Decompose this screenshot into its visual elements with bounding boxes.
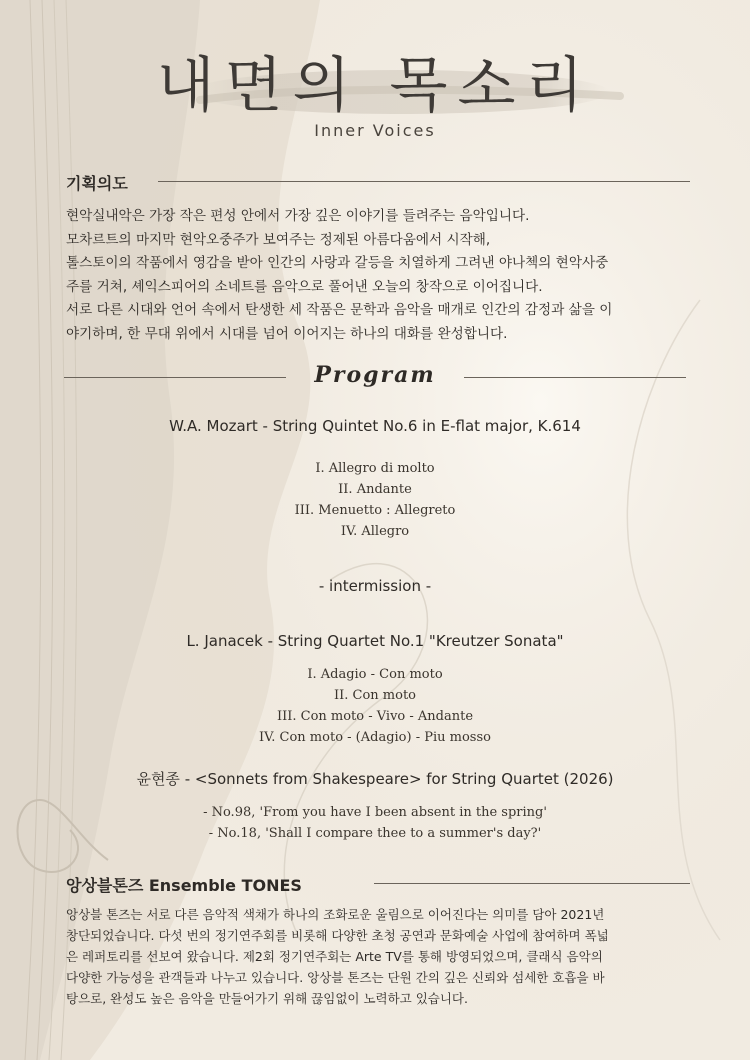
movement-item: II. Andante (338, 482, 412, 497)
piece-yoon-title: 윤현종 - <Sonnets from Shakespeare> for String Quartet (2026) (136, 770, 614, 788)
piece-mozart-title: W.A. Mozart - String Quintet No.6 in E-flat major, K.614 (169, 417, 581, 435)
piece-janacek-movements (0, 664, 750, 748)
movement-item: - No.18, 'Shall I compare thee to a summer's day?' (208, 826, 542, 841)
ensemble-line: 은 레퍼토리를 선보여 왔습니다. 제2회 정기연주회는 Arte TV를 통해 방영되었으며, 클래식 음악의 (66, 949, 603, 964)
intent-paragraph (66, 205, 696, 346)
ensemble-line: 창단되었습니다. 다섯 번의 정기연주회를 비롯해 다양한 초청 공연과 문화예술 사업에 참여하며 폭넓 (66, 928, 609, 943)
ensemble-paragraph (66, 904, 700, 1009)
movement-item: - No.98, 'From you have I been absent in the spring' (203, 805, 547, 820)
piece-mozart-movements (0, 458, 750, 542)
ensemble-heading: 앙상블톤즈 Ensemble TONES (66, 876, 302, 895)
intent-line: 주를 거쳐, 셰익스피어의 소네트를 음악으로 풀어낸 오늘의 창작으로 이어집니다. (66, 278, 543, 295)
movement-item: IV. Allegro (340, 524, 410, 539)
ensemble-line: 탕으로, 완성도 높은 음악을 만들어가기 위해 끊임없이 노력하고 있습니다. (66, 991, 468, 1006)
intent-line: 톨스토이의 작품에서 영감을 받아 인간의 사랑과 갈등을 치열하게 그려낸 야나첵의 현악사중 (66, 255, 609, 271)
intent-line: 모차르트의 마지막 현악오중주가 보여주는 정제된 아름다움에서 시작해, (66, 231, 491, 248)
movement-item: I. Allegro di molto (315, 461, 435, 476)
movement-item: III. Menuetto : Allegreto (294, 503, 456, 518)
piece-yoon-movements (0, 802, 750, 844)
page-title: 내면의 목소리 (156, 51, 594, 121)
ensemble-line: 다양한 가능성을 관객들과 나누고 있습니다. 앙상블 톤즈는 단원 간의 깊은 신뢰와 섬세한 호흡을 바 (66, 970, 605, 985)
intent-heading: 기획의도 (66, 174, 128, 193)
ensemble-line: 앙상블 톤즈는 서로 다른 음악적 색채가 하나의 조화로운 울림으로 이어진다는 의미를 담아 2021년 (66, 907, 605, 922)
movement-item: II. Con moto (333, 688, 417, 703)
program-rule-right (464, 377, 686, 378)
movement-item: IV. Con moto - (Adagio) - Piu mosso (259, 730, 491, 745)
intent-line: 야기하며, 한 무대 위에서 시대를 넘어 이어지는 하나의 대화를 완성합니다. (66, 325, 508, 342)
intent-heading-rule (158, 181, 690, 182)
intermission-label: - intermission - (318, 577, 432, 595)
page-subtitle: Inner Voices (314, 121, 436, 140)
intent-line: 서로 다른 시대와 언어 속에서 탄생한 세 작품은 문학과 음악을 매개로 인간의 감정과 삶을 이 (66, 302, 613, 318)
program-heading: Program (314, 362, 436, 388)
intent-line: 현악실내악은 가장 작은 편성 안에서 가장 깊은 이야기를 들려주는 음악입니다. (66, 208, 530, 224)
movement-item: I. Adagio - Con moto (307, 667, 443, 682)
piece-janacek-title: L. Janacek - String Quartet No.1 "Kreutzer Sonata" (186, 632, 564, 650)
movement-item: III. Con moto - Vivo - Andante (276, 709, 474, 724)
ensemble-heading-rule (374, 883, 690, 884)
